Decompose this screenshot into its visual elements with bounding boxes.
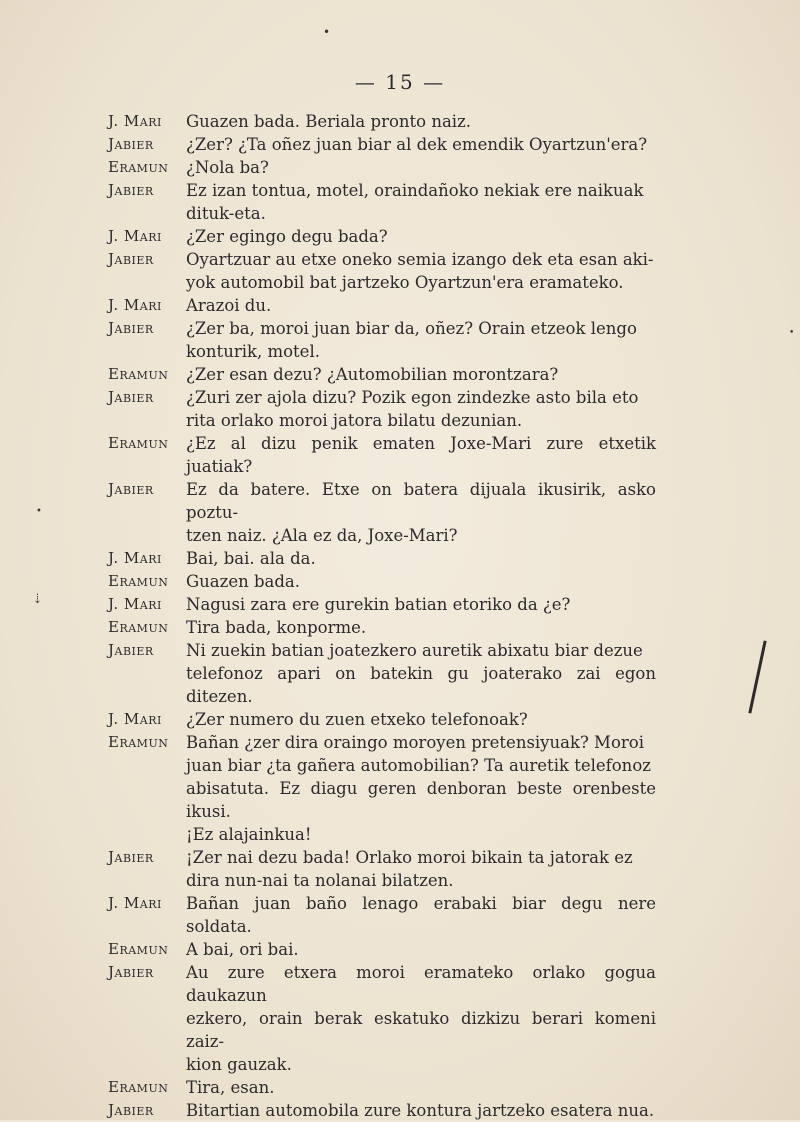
dialogue-line <box>108 570 656 593</box>
speech-text <box>186 1099 656 1122</box>
speech-line: ezkero, orain berak eskatuko dizkizu berari komeni zaiz- <box>186 1009 656 1051</box>
speaker-name: Jabier <box>108 388 154 406</box>
speech-line: abisatuta. Ez diagu geren denboran beste orenbeste ikusi. <box>186 779 656 821</box>
dialogue-line <box>108 961 656 1076</box>
dialogue-line <box>108 708 656 731</box>
speaker-name: Jabier <box>108 641 154 659</box>
speech-line: Au zure etxera moroi eramateko orlako gogua daukazun <box>186 963 656 1005</box>
speaker-name: Jabier <box>108 848 154 866</box>
speaker-name: J. Mari <box>108 112 162 130</box>
speech-line: ¿Ez al dizu penik ematen Joxe-Mari zure etxetik juatiak? <box>186 434 656 476</box>
dialogue-line <box>108 179 656 225</box>
speech-text <box>186 317 656 363</box>
dot-mark: • <box>323 25 331 39</box>
speech-text <box>186 294 656 317</box>
speech-line: Bai, bai. ala da. <box>186 549 316 568</box>
speech-text <box>186 386 656 432</box>
dialogue-line <box>108 432 656 478</box>
speaker-name: J. Mari <box>108 710 162 728</box>
speech-line: ¿Zuri zer ajola dizu? Pozik egon zindezke asto bila eto <box>186 388 639 407</box>
speech-line: ¿Zer? ¿Ta oñez juan biar al dek emendik Oyartzun'era? <box>186 135 648 154</box>
dialogue-text <box>108 110 656 1122</box>
speech-text <box>186 248 656 294</box>
speech-line: Guazen bada. <box>186 572 301 591</box>
speech-text <box>186 1076 656 1099</box>
dialogue-line <box>108 938 656 961</box>
speech-line: ¿Zer egingo degu bada? <box>186 227 388 246</box>
speech-line: ¿Zer numero du zuen etxeko telefonoak? <box>186 710 528 729</box>
speaker-name: J. Mari <box>108 296 162 314</box>
speech-line: telefonoz apari on batekin gu joaterako zai egon ditezen. <box>186 664 656 706</box>
dialogue-line <box>108 317 656 363</box>
dialogue-line <box>108 294 656 317</box>
speech-text <box>186 179 656 225</box>
dialogue-line <box>108 110 656 133</box>
dialogue-line <box>108 225 656 248</box>
dialogue-line <box>108 593 656 616</box>
speech-text <box>186 892 656 938</box>
dialogue-line <box>108 363 656 386</box>
margin-dot-mark: • <box>36 506 42 517</box>
speech-line: Nagusi zara ere gurekin batian etoriko da ¿e? <box>186 595 571 614</box>
dialogue-line <box>108 846 656 892</box>
speech-line: ¿Zer esan dezu? ¿Automobilian morontzara? <box>186 365 559 384</box>
speech-line: ¡Ez alajainkua! <box>186 825 312 844</box>
dialogue-line <box>108 156 656 179</box>
speech-line: ¿Zer ba, moroi juan biar da, oñez? Orain etzeok lengo <box>186 319 637 338</box>
speaker-name: J. Mari <box>108 549 162 567</box>
speech-text <box>186 547 656 570</box>
speaker-name: Eramun <box>108 618 169 636</box>
speech-line: Tira bada, konporme. <box>186 618 367 637</box>
dialogue-line <box>108 1099 656 1122</box>
speaker-name: J. Mari <box>108 595 162 613</box>
speech-text <box>186 961 656 1076</box>
speech-line: ¡Zer nai dezu bada! Orlako moroi bikain ta jatorak ez <box>186 848 633 867</box>
margin-dot-mark-right: • <box>789 328 795 338</box>
speech-line: yok automobil bat jartzeko Oyartzun'era eramateko. <box>186 273 624 292</box>
speech-text <box>186 133 656 156</box>
speech-text <box>186 156 656 179</box>
dialogue-line <box>108 248 656 294</box>
speech-text <box>186 616 656 639</box>
speech-text <box>186 938 656 961</box>
speaker-name: Eramun <box>108 1078 169 1096</box>
dialogue-line <box>108 478 656 547</box>
speech-line: Ez izan tontua, motel, oraindañoko nekiak ere naikuak <box>186 181 644 200</box>
speaker-name: Eramun <box>108 940 169 958</box>
speech-text <box>186 225 656 248</box>
pencil-slash-mark <box>748 640 766 713</box>
dialogue-line <box>108 892 656 938</box>
speech-line: dituk-eta. <box>186 204 266 223</box>
speech-line: Tira, esan. <box>186 1078 275 1097</box>
speech-line: Bañan ¿zer dira oraingo moroyen pretensiyuak? Moroi <box>186 733 644 752</box>
speaker-name: Eramun <box>108 434 169 452</box>
speaker-name: Jabier <box>108 319 154 337</box>
speech-line: Ez da batere. Etxe on batera dijuala ikusirik, asko poztu- <box>186 480 656 522</box>
speaker-name: J. Mari <box>108 227 162 245</box>
speaker-name: Jabier <box>108 480 154 498</box>
speech-text <box>186 363 656 386</box>
speech-text <box>186 478 656 547</box>
speech-text <box>186 110 656 133</box>
speaker-name: Eramun <box>108 365 169 383</box>
speech-line: Bitartian automobila zure kontura jartzeko esatera nua. <box>186 1101 655 1120</box>
speech-line: Arazoi du. <box>186 296 272 315</box>
dialogue-line <box>108 386 656 432</box>
speech-text <box>186 570 656 593</box>
speech-line: rita orlako moroi jatora bilatu dezunian. <box>186 411 523 430</box>
page-number: — 15 — <box>354 70 446 94</box>
speech-text <box>186 639 656 708</box>
speaker-name: Jabier <box>108 181 154 199</box>
speech-line: ¿Nola ba? <box>186 158 269 177</box>
speech-text <box>186 708 656 731</box>
speech-line: Bañan juan baño lenago erabaki biar degu nere soldata. <box>186 894 656 936</box>
speaker-name: Eramun <box>108 572 169 590</box>
speech-text <box>186 731 656 846</box>
speech-line: dira nun-nai ta nolanai bilatzen. <box>186 871 454 890</box>
speech-text <box>186 432 656 478</box>
speaker-name: Jabier <box>108 250 154 268</box>
speaker-name: Jabier <box>108 963 154 981</box>
speech-line: juan biar ¿ta gañera automobilian? Ta auretik telefonoz <box>186 756 651 775</box>
speech-line: A bai, ori bai. <box>186 940 299 959</box>
speech-text <box>186 846 656 892</box>
dialogue-line <box>108 731 656 846</box>
speech-line: tzen naiz. ¿Ala ez da, Joxe-Mari? <box>186 526 458 545</box>
speech-text <box>186 593 656 616</box>
dialogue-line <box>108 639 656 708</box>
margin-arrow-mark: ⇣ <box>32 592 43 607</box>
speaker-name: Eramun <box>108 158 169 176</box>
speech-line: Guazen bada. Beriala pronto naiz. <box>186 112 472 131</box>
dialogue-line <box>108 547 656 570</box>
speaker-name: J. Mari <box>108 894 162 912</box>
speaker-name: Jabier <box>108 135 154 153</box>
speaker-name: Jabier <box>108 1101 154 1119</box>
speech-line: konturik, motel. <box>186 342 320 361</box>
dialogue-line <box>108 133 656 156</box>
dialogue-line <box>108 616 656 639</box>
dialogue-line <box>108 1076 656 1099</box>
speaker-name: Eramun <box>108 733 169 751</box>
speech-line: Ni zuekin batian joatezkero auretik abixatu biar dezue <box>186 641 643 660</box>
speech-line: Oyartzuar au etxe oneko semia izango dek eta esan aki- <box>186 250 654 269</box>
speech-line: kion gauzak. <box>186 1055 292 1074</box>
